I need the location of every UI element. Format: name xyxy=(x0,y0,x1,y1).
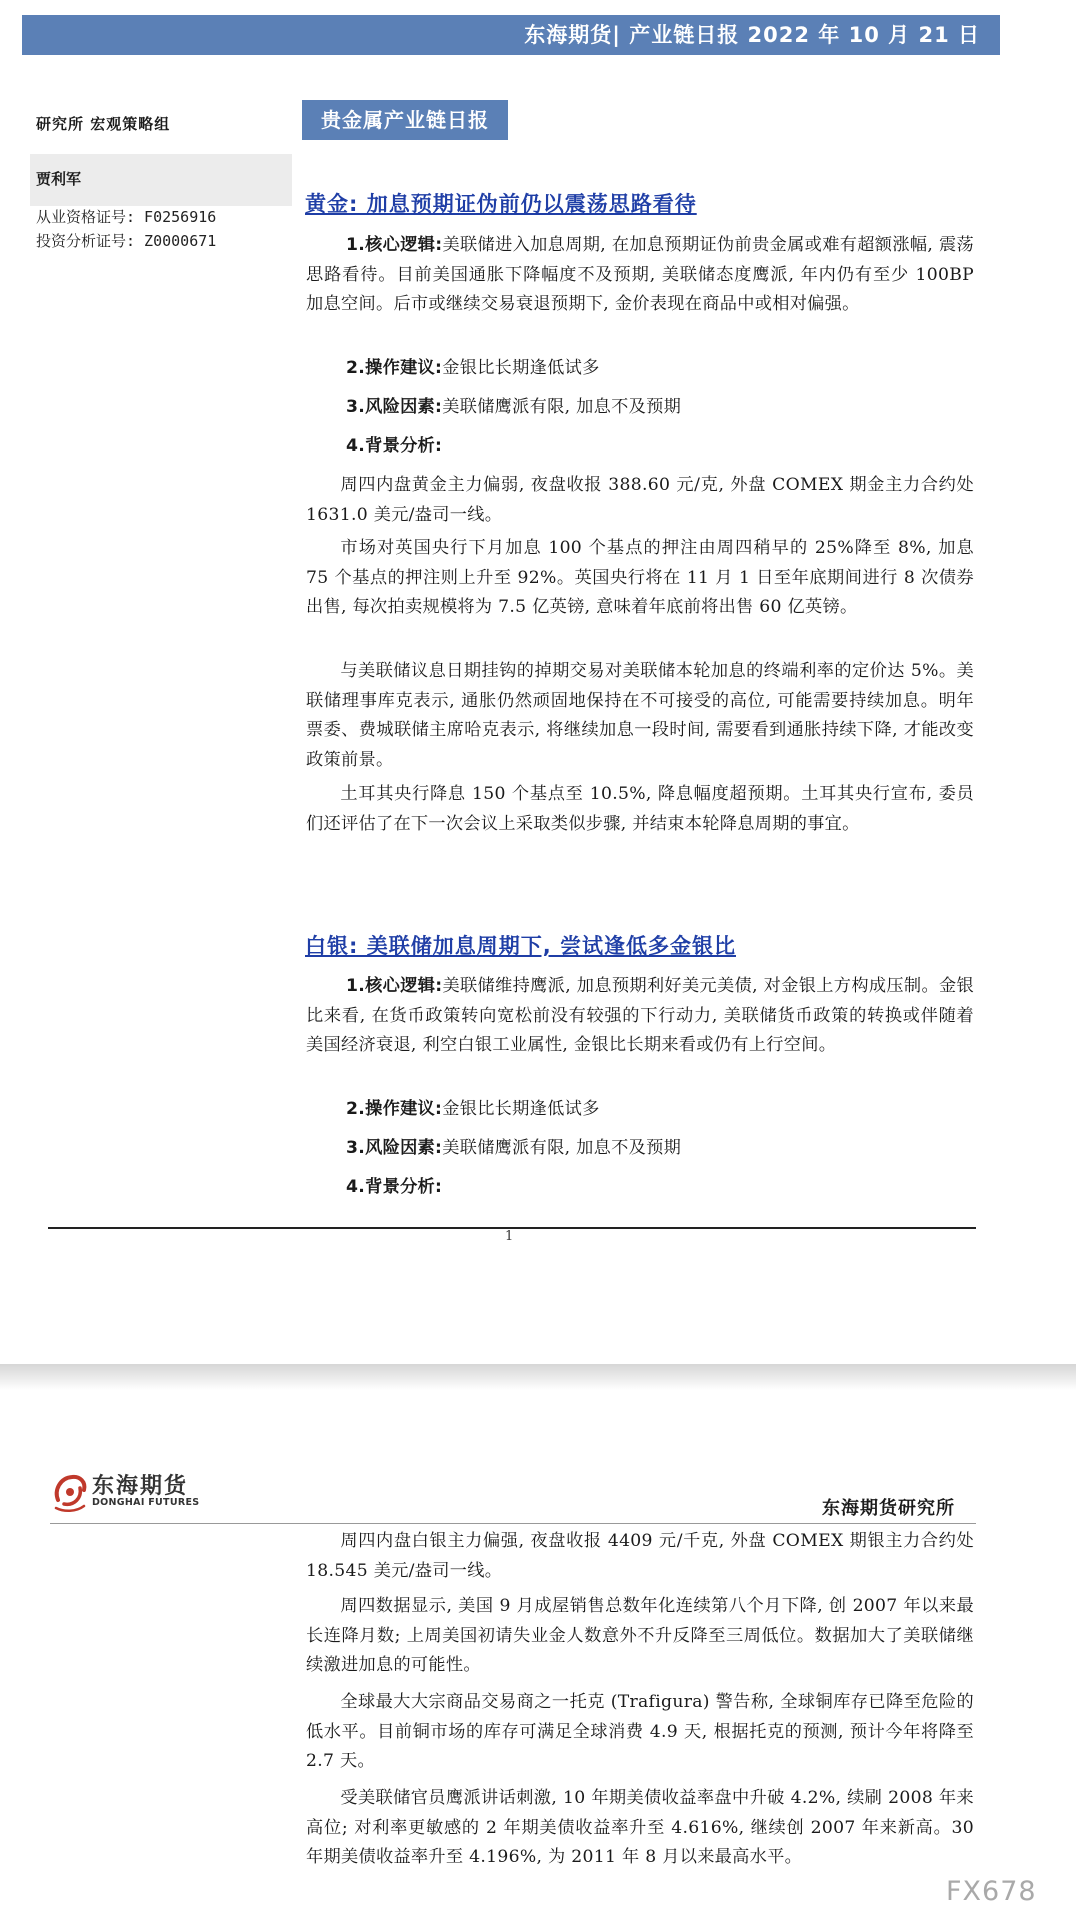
silver-advice-text: 金银比长期逢低试多 xyxy=(442,1099,600,1119)
donghai-logo-icon xyxy=(50,1470,90,1514)
gold-risk-label: 3.风险因素: xyxy=(346,397,443,417)
gold-background xyxy=(306,432,974,462)
gold-core-logic-label: 1.核心逻辑: xyxy=(346,235,443,255)
page-number: 1 xyxy=(505,1229,514,1244)
silver-risk-text: 美联储鹰派有限, 加息不及预期 xyxy=(442,1138,682,1158)
silver-risk-label: 3.风险因素: xyxy=(346,1138,443,1158)
gold-paragraph: 与美联储议息日期挂钩的掉期交易对美联储本轮加息的终端利率的定价达 5%。美联储理事库克表示, 通胀仍然顽固地保持在不可接受的高位, 可能需要持续加息。明年票委、费城联储主席哈克表示, 将继续加息一段时间, 需要看到通胀持续下降, 才能改变政策前景。 xyxy=(306,661,974,770)
gold-title[interactable]: 黄金: 加息预期证伪前仍以震荡思路看待 xyxy=(305,192,697,216)
silver-paragraph: 受美联储官员鹰派讲话刺激, 10 年期美债收益率盘中升破 4.2%, 续刷 2008 年来高位; 对利率更敏感的 2 年期美债收益率升至 4.616%, 继续创 2007 年来新高。30 年期美债收益率升至 4.196%, 为 2011 年 8 月以来最高水平。 xyxy=(306,1788,974,1867)
report-header-title: 东海期货| 产业链日报 2022 年 10 月 21 日 xyxy=(524,23,980,47)
gold-paragraph: 土耳其央行降息 150 个基点至 10.5%, 降息幅度超预期。土耳其央行宣布, 委员们还评估了在下一次会议上采取类似步骤, 并结束本轮降息周期的事宜。 xyxy=(306,784,974,834)
silver-paragraph: 全球最大大宗商品交易商之一托克 (Trafigura) 警告称, 全球铜库存已降至危险的低水平。目前铜市场的库存可满足全球消费 4.9 天, 根据托克的预测, 预计今年将降至 2.7 天。 xyxy=(306,1692,974,1771)
gold-background-label: 4.背景分析: xyxy=(346,436,443,456)
silver-advice-label: 2.操作建议: xyxy=(346,1099,443,1119)
silver-paragraph: 周四数据显示, 美国 9 月成屋销售总数年化连续第八个月下降, 创 2007 年以来最长连降月数; 上周美国初请失业金人数意外不升反降至三周低位。数据加大了美联储继续激进加息的可能性。 xyxy=(306,1596,974,1675)
gold-advice-label: 2.操作建议: xyxy=(346,358,443,378)
silver-background xyxy=(306,1173,974,1203)
silver-core-logic xyxy=(306,972,974,1061)
gold-paragraph: 周四内盘黄金主力偏弱, 夜盘收报 388.60 元/克, 外盘 COMEX 期金主力合约处 1631.0 美元/盎司一线。 xyxy=(306,475,974,525)
gold-advice xyxy=(306,354,974,384)
gold-core-logic xyxy=(306,231,974,320)
watermark: FX678 xyxy=(946,1876,1037,1907)
silver-background-label: 4.背景分析: xyxy=(346,1177,443,1197)
gold-advice-text: 金银比长期逢低试多 xyxy=(442,358,600,378)
silver-advice xyxy=(306,1095,974,1125)
logo-text-cn: 东海期货 xyxy=(92,1474,189,1499)
sidebar-author: 贾利军 xyxy=(36,170,82,188)
gold-risk-text: 美联储鹰派有限, 加息不及预期 xyxy=(442,397,682,417)
silver-title[interactable]: 白银: 美联储加息周期下, 尝试逢低多金银比 xyxy=(305,934,736,958)
sidebar-org: 研究所 宏观策略组 xyxy=(36,115,171,133)
gold-core-logic-text: 美联储进入加息周期, 在加息预期证伪前贵金属或难有超额涨幅, 震荡思路看待。目前美国通胀下降幅度不及预期, 美联储态度鹰派, 年内仍有至少 100BP 加息空间。后市或继续交易衰退预期下, 金价表现在商品中或相对偏强。 xyxy=(306,235,974,314)
gold-risk xyxy=(306,393,974,423)
page2-org-title: 东海期货研究所 xyxy=(822,1498,955,1519)
sidebar-license-qualification: 从业资格证号: F0256916 xyxy=(36,208,217,226)
gold-paragraph: 市场对英国央行下月加息 100 个基点的押注由周四稍早的 25%降至 8%, 加息 75 个基点的押注则上升至 92%。英国央行将在 11 月 1 日至年底期间进行 8 次债券出售, 每次拍卖规模将为 7.5 亿英镑, 意味着年底前将出售 60 亿英镑。 xyxy=(306,538,974,617)
silver-paragraph: 周四内盘白银主力偏强, 夜盘收报 4409 元/千克, 外盘 COMEX 期银主力合约处 18.545 美元/盎司一线。 xyxy=(306,1531,974,1581)
silver-core-logic-text: 美联储维持鹰派, 加息预期利好美元美债, 对金银上方构成压制。金银比来看, 在货币政策转向宽松前没有较强的下行动力, 美联储货币政策的转换或伴随着美国经济衰退, 利空白银工业属性, 金银比长期来看或仍有上行空间。 xyxy=(306,976,974,1055)
logo-text-en: DONGHAI FUTURES xyxy=(92,1497,200,1508)
page2-header-rule xyxy=(50,1523,976,1524)
silver-core-logic-label: 1.核心逻辑: xyxy=(346,976,443,996)
sidebar-license-analysis: 投资分析证号: Z0000671 xyxy=(36,232,217,250)
silver-risk xyxy=(306,1134,974,1164)
section-tag: 贵金属产业链日报 xyxy=(302,100,508,140)
page-separator xyxy=(0,1364,1076,1390)
